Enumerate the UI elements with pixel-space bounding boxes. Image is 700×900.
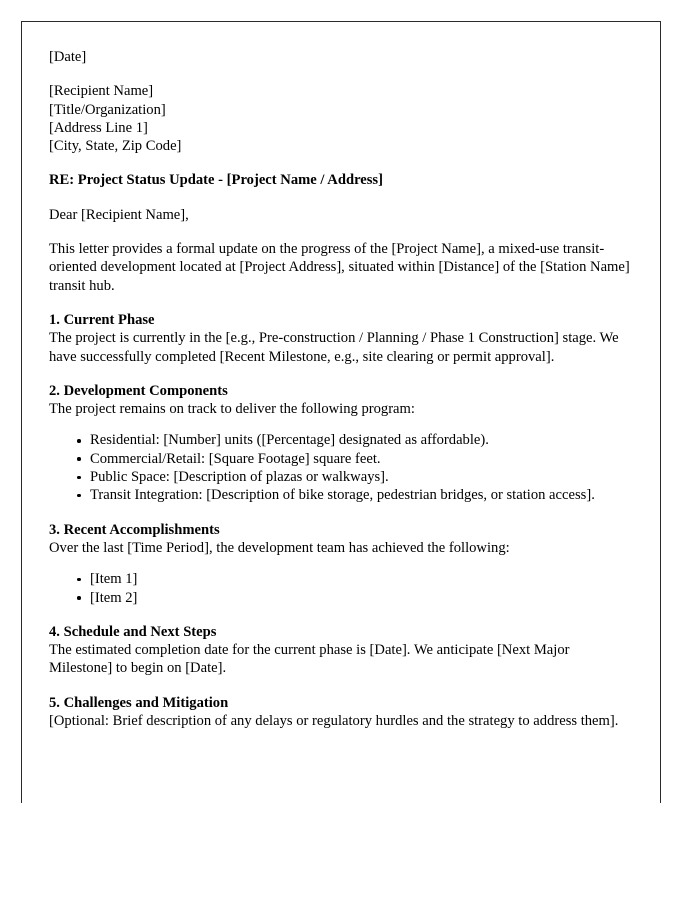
list-item — [49, 486, 632, 504]
bullet-icon — [77, 596, 81, 600]
bullet-icon — [77, 494, 81, 498]
spacer-after-salutation — [49, 224, 632, 240]
recent-accomplishments-list — [49, 570, 632, 607]
section-body: The estimated completion date for the current phase is [Date]. We anticipate [Next Major Milestone] to begin on [Date]. — [49, 642, 570, 677]
section-body: [Optional: Brief description of any delays or regulatory hurdles and the strategy to address them]. — [49, 713, 619, 730]
list-item — [49, 570, 632, 588]
bullet-icon — [77, 457, 81, 461]
section-heading: 1. Current Phase — [49, 311, 155, 328]
list-item-label: Commercial/Retail: [Square Footage] square feet. — [90, 450, 381, 467]
bullet-icon — [77, 439, 81, 443]
list-item — [49, 468, 632, 486]
document-page — [21, 21, 661, 803]
spacer-before-bullets — [49, 557, 632, 570]
subject-line: RE: Project Status Update - [Project Name / Address] — [49, 172, 383, 189]
letter-content — [49, 48, 632, 730]
section-development-components — [49, 382, 632, 505]
bullet-icon — [77, 476, 81, 480]
recipient-address-block — [49, 82, 632, 155]
development-components-list — [49, 431, 632, 504]
list-item-label: [Item 2] — [90, 589, 138, 606]
spacer-after-section-1 — [49, 366, 632, 382]
date-placeholder: [Date] — [49, 49, 87, 65]
bullet-icon — [77, 578, 81, 582]
list-item — [49, 431, 632, 449]
section-body: Over the last [Time Period], the development team has achieved the following: — [49, 539, 510, 556]
list-item-label: Public Space: [Description of plazas or walkways]. — [90, 469, 389, 486]
list-item-label: Residential: [Number] units ([Percentage] designated as affordable). — [90, 432, 489, 449]
spacer-after-subject — [49, 190, 632, 206]
section-body: The project is currently in the [e.g., Pre-construction / Planning / Phase 1 Construction] stage. We have successfully completed [Recent Milestone, e.g., site clearing or permit approval]. — [49, 330, 619, 365]
spacer-after-address — [49, 155, 632, 171]
recipient-address-line: [Recipient Name] — [49, 83, 154, 100]
spacer-after-section-2 — [49, 505, 632, 521]
salutation: Dear [Recipient Name], — [49, 206, 189, 223]
section-body: The project remains on track to deliver the following program: — [49, 401, 415, 418]
section-heading: 4. Schedule and Next Steps — [49, 623, 217, 640]
list-item-label: Transit Integration: [Description of bike storage, pedestrian bridges, or station access]. — [90, 487, 595, 504]
section-current-phase — [49, 311, 632, 366]
recipient-address-line: [Address Line 1] — [49, 119, 148, 136]
list-item — [49, 589, 632, 607]
section-heading: 5. Challenges and Mitigation — [49, 694, 229, 711]
spacer-after-date — [49, 66, 632, 82]
section-schedule-next-steps — [49, 623, 632, 678]
list-item — [49, 450, 632, 468]
list-item-label: [Item 1] — [90, 571, 138, 588]
section-heading: 2. Development Components — [49, 382, 228, 399]
spacer-after-section-3 — [49, 607, 632, 623]
recipient-address-line: [Title/Organization] — [49, 101, 166, 118]
recipient-address-line: [City, State, Zip Code] — [49, 138, 182, 155]
section-challenges-mitigation — [49, 694, 632, 731]
intro-paragraph: This letter provides a formal update on the progress of the [Project Name], a mixed-use transit-oriented development located at [Project Address], situated within [Distance] of the [Station Name] transit hub. — [49, 241, 630, 294]
spacer-after-section-4 — [49, 678, 632, 694]
spacer-after-intro — [49, 295, 632, 311]
section-recent-accomplishments — [49, 521, 632, 607]
spacer-before-bullets — [49, 418, 632, 431]
section-heading: 3. Recent Accomplishments — [49, 521, 220, 538]
